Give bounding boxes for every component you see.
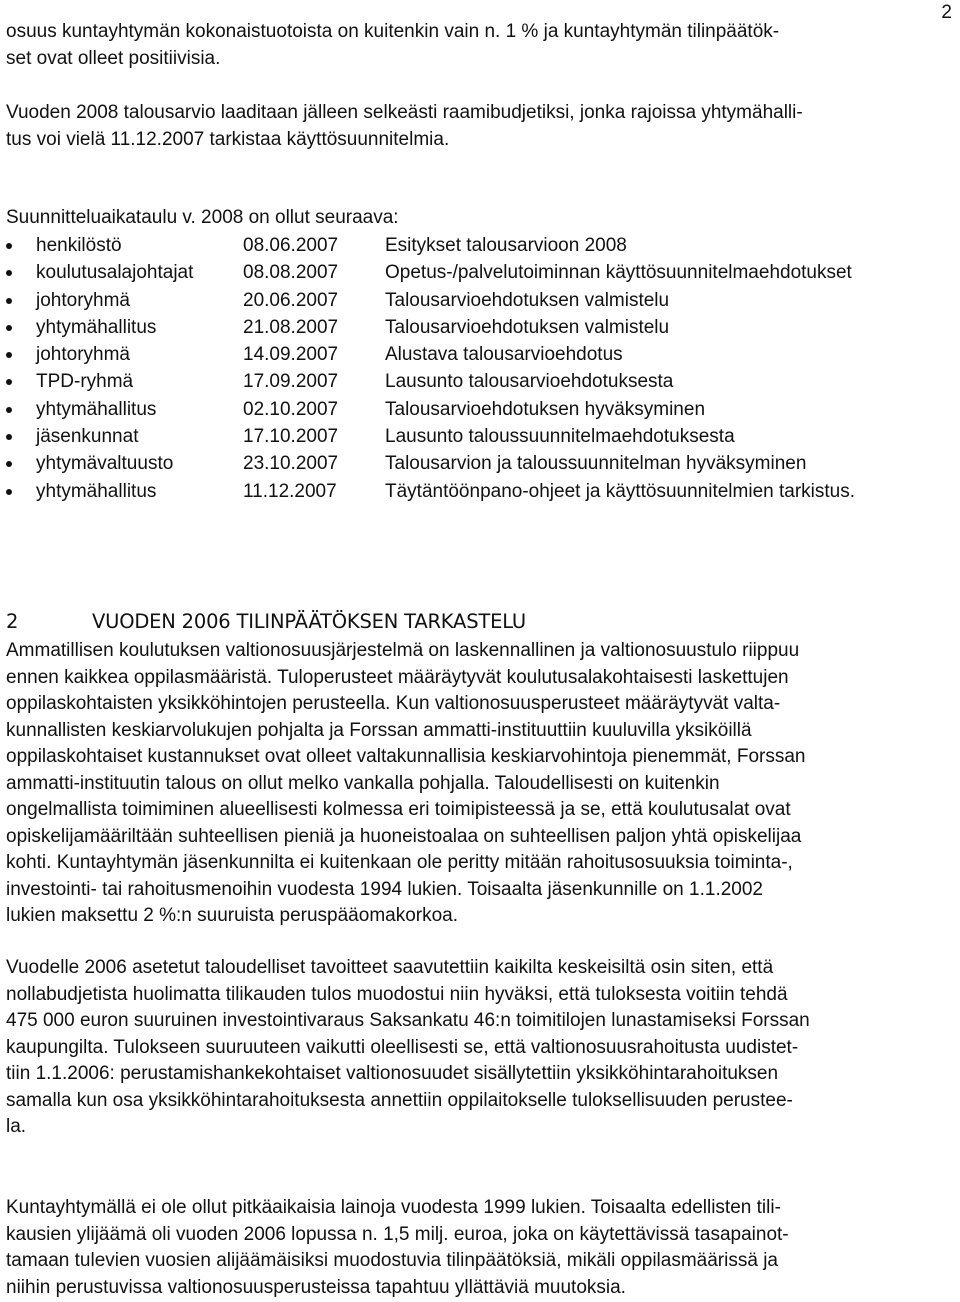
list-item [6,368,954,395]
list-item [6,259,954,286]
list-item [6,314,954,341]
text-line: kausien ylijäämä oli vuoden 2006 lopussa n. 1,5 milj. euroa, joka on käytettävissä tasapainot- [6,1223,789,1245]
schedule-task: Talousarvioehdotuksen valmistelu [385,289,670,311]
list-item [6,232,954,259]
schedule-date: 11.12.2007 [243,480,337,502]
schedule-task: Täytäntöönpano-ohjeet ja käyttösuunnitelmien tarkistus. [385,480,855,502]
schedule-party: henkilöstö [36,235,122,256]
schedule-task: Esitykset talousarvioon 2008 [385,235,627,256]
schedule-task: Alustava talousarvioehdotus [385,344,623,366]
text-line: ennen kaikkea oppilasmääristä. Tuloperusteet määräytyvät koulutusalakohtaisesti laskettujen [6,666,789,688]
bullet-icon [6,489,12,495]
bullet-icon [6,434,12,440]
text-line: la. [6,1116,27,1137]
text-line: kohti. Kuntayhtymän jäsenkunnilta ei kuitenkaan ole peritty mitään rahoitusosuuksia toiminta-, [6,852,793,873]
bullet-icon [6,270,12,276]
text-line: ongelmallista toimiminen alueellisesti kolmessa eri toimipisteessä ja se, että koulutusalat ovat [6,799,791,820]
body-paragraph-1 [6,638,954,930]
schedule-party: yhtymähallitus [36,480,157,502]
text-line: investointi- tai rahoitusmenoihin vuodesta 1994 lukien. Toisaalta jäsenkunnille on 1.1.2002 [6,878,763,900]
text-line: set ovat olleet positiivisia. [6,47,221,69]
text-line: oppilaskohtaisten yksikköhintojen perusteella. Kun valtionosuusperusteet määräytyvät valta- [6,693,781,714]
schedule-party: johtoryhmä [36,344,130,366]
schedule-date: 08.08.2007 [243,262,339,284]
text-line: 475 000 euron suuruinen investointivaraus Saksankatu 46:n toimitilojen lunastamiseksi Forssan [6,1010,810,1031]
schedule-date: 08.06.2007 [243,235,339,256]
text-line: oppilaskohtaiset kustannukset ovat olleet valtakunnallisia keskiarvohintoja pienemmät, Forssan [6,746,806,767]
schedule-party: TPD-ryhmä [36,371,134,393]
text-line: tus voi vielä 11.12.2007 tarkistaa käyttösuunnitelmia. [6,128,450,150]
section-number: 2 [6,610,19,633]
schedule-task: Talousarvion ja taloussuunnitelman hyväksyminen [385,453,807,475]
schedule-party: yhtymävaltuusto [36,453,174,475]
schedule-date: 02.10.2007 [243,398,339,420]
bullet-icon [6,298,12,304]
text-line: Ammatillisen koulutuksen valtionosuusjärjestelmä on laskennallinen ja valtionosuustulo riippuu [6,640,800,661]
bullet-icon [6,461,12,467]
schedule-date: 20.06.2007 [243,289,339,311]
text-line: kaupungilta. Tulokseen suuruuteen vaikutti oleellisesti se, että valtionosuusrahoitusta uudistet- [6,1036,799,1058]
schedule-task: Lausunto talousarvioehdotuksesta [385,371,674,393]
schedule-task: Opetus-/palvelutoiminnan käyttösuunnitelmaehdotukset [385,262,852,284]
intro-paragraph [6,19,954,72]
schedule-party: johtoryhmä [36,289,130,311]
text-line: Vuoden 2008 talousarvio laaditaan jälleen selkeästi raamibudjetiksi, jonka rajoissa yhtymähalli- [6,102,803,123]
schedule-date: 23.10.2007 [243,453,339,475]
schedule-list [6,232,954,505]
schedule-task: Talousarvioehdotuksen hyväksyminen [385,398,706,420]
text-line: ammatti-instituutin talous on ollut melko vankalla pohjalla. Taloudellisesti on kuitenkin [6,772,720,794]
schedule-task: Lausunto taloussuunnitelmaehdotuksesta [385,426,735,448]
body-paragraph-2 [6,955,954,1141]
text-line: Kuntayhtymällä ei ole ollut pitkäaikaisia lainoja vuodesta 1999 lukien. Toisaalta edellisten tili- [6,1197,781,1218]
schedule-party: jäsenkunnat [36,426,139,448]
section-title: VUODEN 2006 TILINPÄÄTÖKSEN TARKASTELU [92,610,526,633]
bullet-icon [6,243,12,249]
list-item [6,341,954,368]
text-line: Vuodelle 2006 asetetut taloudelliset tavoitteet saavutettiin kaikilta keskeisiltä osin siten, että [6,957,774,978]
budget-paragraph [6,100,954,153]
list-item [6,478,954,505]
text-line: kunnallisten keskiarvolukujen pohjalta ja Forssan ammatti-instituuttiin kuuluvilla yksiköillä [6,719,752,741]
text-line: opiskelijamääriltään suhteellisen pieniä ja huoneistoalaa on suhteellisen paljon yhtä opiskelijaa [6,825,802,847]
bullet-icon [6,325,12,331]
list-item [6,287,954,314]
list-item [6,423,954,450]
section-heading [6,609,526,636]
schedule-party: koulutusalajohtajat [36,262,194,284]
schedule-date: 14.09.2007 [243,344,339,366]
list-item [6,396,954,423]
schedule-party: yhtymähallitus [36,398,157,420]
text-line: tamaan tulevien vuosien alijäämäisiksi muodostuvia tilinpäätöksiä, mikäli oppilasmäärissä ja [6,1250,778,1271]
page-number: 2 [941,2,952,23]
text-line: tiin 1.1.2006: perustamishankekohtaiset valtionosuudet sisällytettiin yksikköhintarahoituksen [6,1063,779,1084]
bullet-icon [6,379,12,385]
bullet-icon [6,407,12,413]
schedule-date: 17.10.2007 [243,426,339,448]
text-line: nollabudjetista huolimatta tilikauden tulos muodostui niin hyväksi, että tuloksesta voitiin tehdä [6,983,788,1005]
schedule-party: yhtymähallitus [36,316,157,338]
schedule-task: Talousarvioehdotuksen valmistelu [385,316,670,338]
text-line: samalla kun osa yksikköhintarahoituksesta annettiin oppilaitokselle tuloksellisuuden perustee- [6,1089,793,1111]
text-line: osuus kuntayhtymän kokonaistuotoista on kuitenkin vain n. 1 % ja kuntayhtymän tilinpäätök- [6,21,780,42]
list-item [6,450,954,477]
body-paragraph-3 [6,1195,954,1301]
text-line: niihin perustuvissa valtionosuusperusteissa tapahtuu yllättäviä muutoksia. [6,1276,626,1298]
text-line: lukien maksettu 2 %:n suuruista peruspääomakorkoa. [6,905,459,926]
schedule-title: Suunnitteluaikataulu v. 2008 on ollut seuraava: [6,207,399,228]
bullet-icon [6,352,12,358]
schedule-date: 17.09.2007 [243,371,339,393]
schedule-date: 21.08.2007 [243,316,339,338]
